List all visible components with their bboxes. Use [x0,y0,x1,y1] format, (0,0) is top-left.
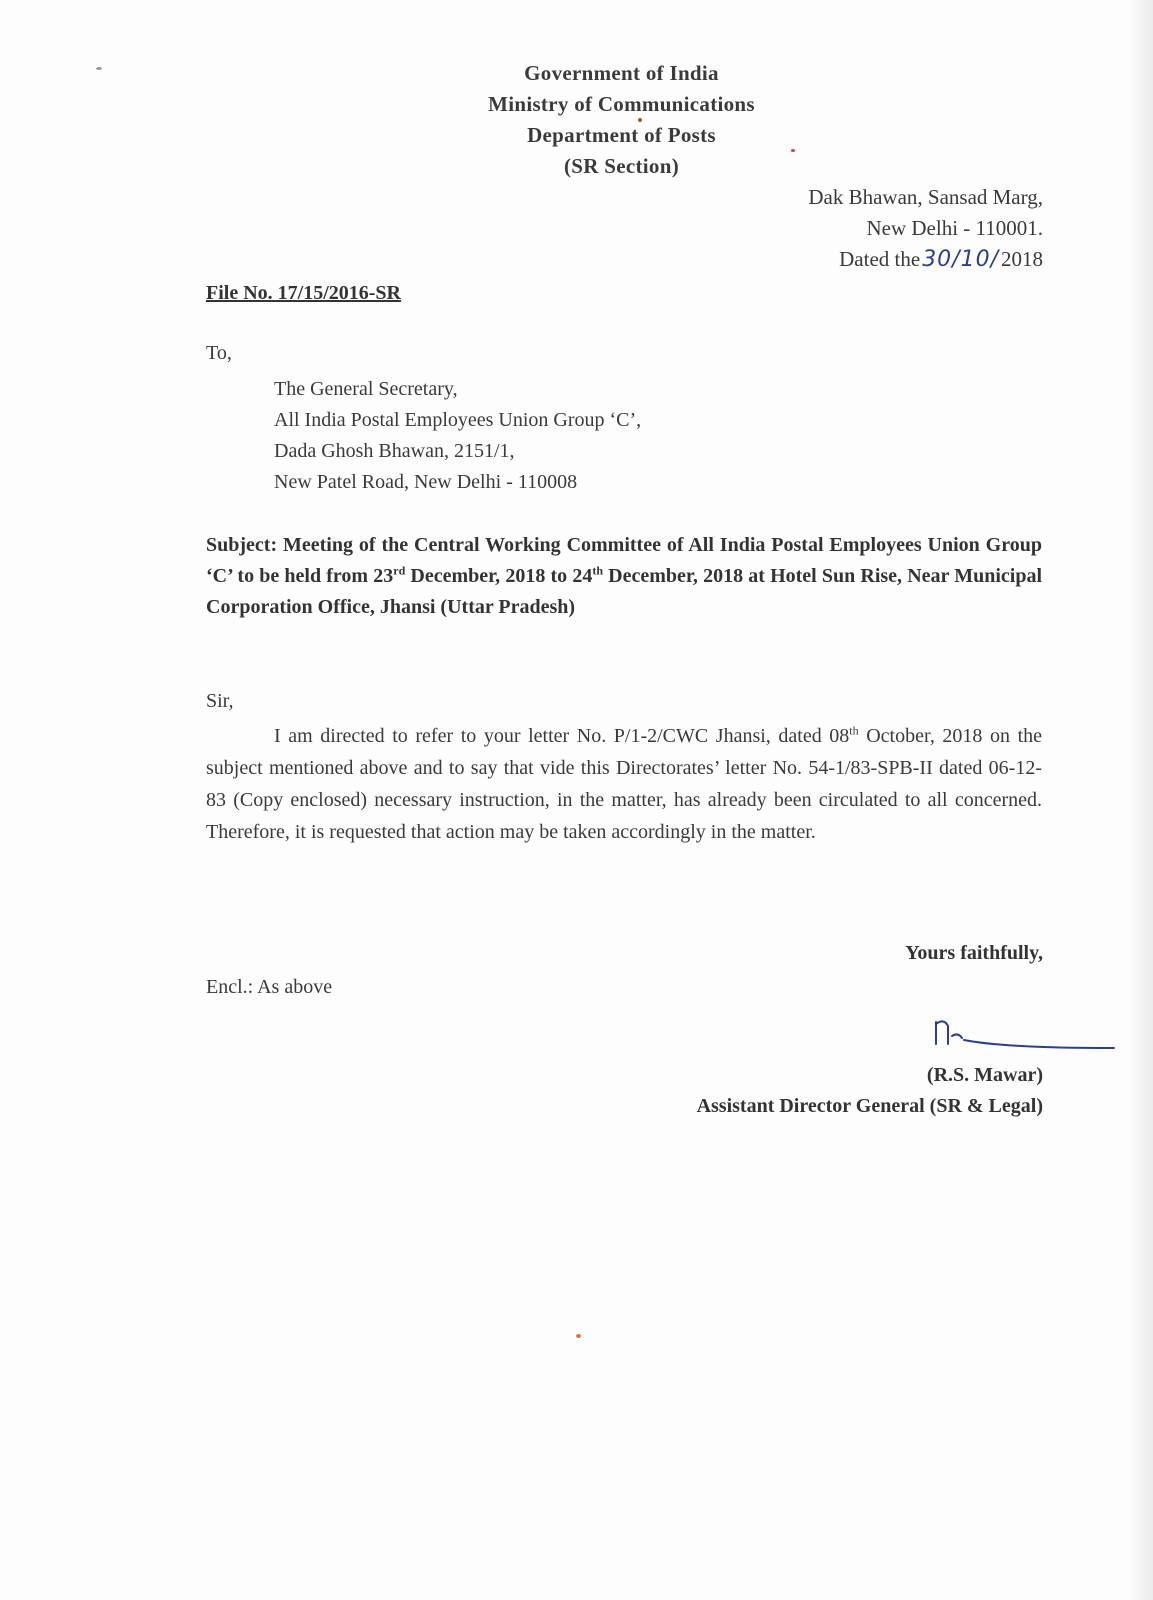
to-label: To, [206,342,232,364]
address-line-1: Dak Bhawan, Sansad Marg, [808,185,1043,209]
body-paragraph [206,720,1042,848]
body-text-1: I am directed to refer to your letter No. P/1-2/CWC Jhansi, dated 08 [274,725,850,747]
dated-year: 2018 [1001,247,1043,271]
signer-designation: Assistant Director General (SR & Legal) [696,1095,1043,1117]
sender-address [808,182,1043,275]
signer-block [697,1060,1043,1122]
handwritten-date: 30/10/ [922,247,999,272]
subject-text-3: December, 2018 at Hotel Sun Rise, Near Municipal Corporation Office, Jhansi (Uttar Pradesh) [206,565,1043,618]
subject-text-2: December, 2018 to 24 [405,565,593,587]
header-ministry: Ministry of Communications [488,92,755,116]
salutation: Sir, [206,690,234,712]
header-department: Department of Posts [527,123,716,147]
addressee-line-4: New Patel Road, New Delhi - 110008 [274,471,578,493]
subject-sup-1: rd [393,563,406,578]
signer-name: (R.S. Mawar) [926,1064,1043,1086]
addressee-line-2: All India Postal Employees Union Group ‘C’, [274,409,642,431]
subject-paragraph [206,530,1042,623]
dated-line [808,244,1043,275]
signature-mark [924,1014,1134,1058]
closing-yours-faithfully: Yours faithfully, [905,942,1043,964]
letter-header [0,58,1153,182]
addressee-block [274,374,641,498]
dated-prefix: Dated the [839,247,921,271]
body-sup-1: th [849,723,859,738]
scan-speck [576,1334,581,1338]
enclosure-note: Encl.: As above [206,976,333,998]
subject-sup-2: th [592,563,603,578]
address-line-2: New Delhi - 110001. [866,216,1043,240]
body-text-2: October, 2018 on the subject mentioned above and to say that vide this Directorates’ letter No. 54-1/83-SPB-II dated 06-12-83 (Copy enclosed) necessary instruction, in the matter, has already been circulated to all concerned. Therefore, it is requested that action may be taken accordingly in the matter. [206,725,1042,843]
addressee-line-3: Dada Ghosh Bhawan, 2151/1, [274,440,515,462]
header-government: Government of India [524,61,719,85]
addressee-line-1: The General Secretary, [274,378,458,400]
page-edge-shadow [1129,0,1153,1600]
subject-text-1: Subject: Meeting of the Central Working Committee of All India Postal Employees Union Group ‘C’ to be held from 23 [206,534,1042,587]
header-section: (SR Section) [563,154,679,178]
file-number: File No. 17/15/2016-SR [206,282,401,304]
